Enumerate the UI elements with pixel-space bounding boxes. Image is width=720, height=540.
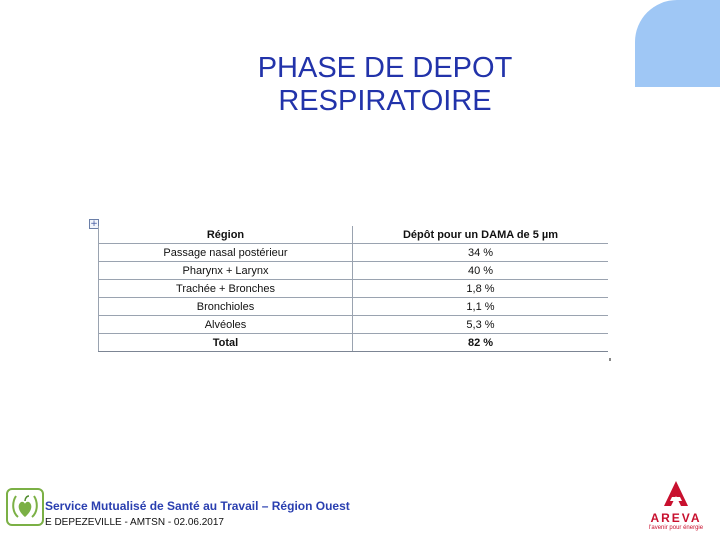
total-value: 82 % — [353, 334, 609, 352]
deposit-cell: 1,8 % — [353, 280, 609, 298]
deposit-cell: 1,1 % — [353, 298, 609, 316]
title-line-2: RESPIRATOIRE — [278, 85, 492, 117]
health-service-logo-icon — [6, 488, 44, 526]
table-row — [99, 280, 609, 298]
slide-title — [220, 52, 550, 118]
table-header-row — [99, 226, 609, 244]
deposit-cell: 5,3 % — [353, 316, 609, 334]
areva-wordmark: AREVA — [650, 511, 702, 525]
corner-decoration — [635, 0, 720, 87]
footer-organization: Service Mutualisé de Santé au Travail – Région Ouest — [45, 499, 350, 513]
header-deposit: Dépôt pour un DAMA de 5 µm — [353, 226, 609, 244]
footer-credit: E DEPEZEVILLE - AMTSN - 02.06.2017 — [45, 517, 224, 528]
table-total-row — [99, 334, 609, 352]
total-label: Total — [99, 334, 353, 352]
deposition-table — [98, 226, 608, 352]
table-expand-icon[interactable]: + — [90, 219, 98, 229]
table-row — [99, 316, 609, 334]
region-cell: Pharynx + Larynx — [99, 262, 353, 280]
region-cell: Alvéoles — [99, 316, 353, 334]
deposit-cell: 40 % — [353, 262, 609, 280]
header-region: Région — [99, 226, 353, 244]
region-cell: Bronchioles — [99, 298, 353, 316]
areva-tagline: l'avenir pour énergie — [648, 525, 704, 531]
region-cell: Trachée + Bronches — [99, 280, 353, 298]
table-resize-mark — [609, 358, 611, 361]
table-row — [99, 298, 609, 316]
title-line-1: PHASE DE DEPOT — [257, 52, 513, 84]
region-cell: Passage nasal postérieur — [99, 244, 353, 262]
deposit-cell: 34 % — [353, 244, 609, 262]
table-row — [99, 262, 609, 280]
table-row — [99, 244, 609, 262]
